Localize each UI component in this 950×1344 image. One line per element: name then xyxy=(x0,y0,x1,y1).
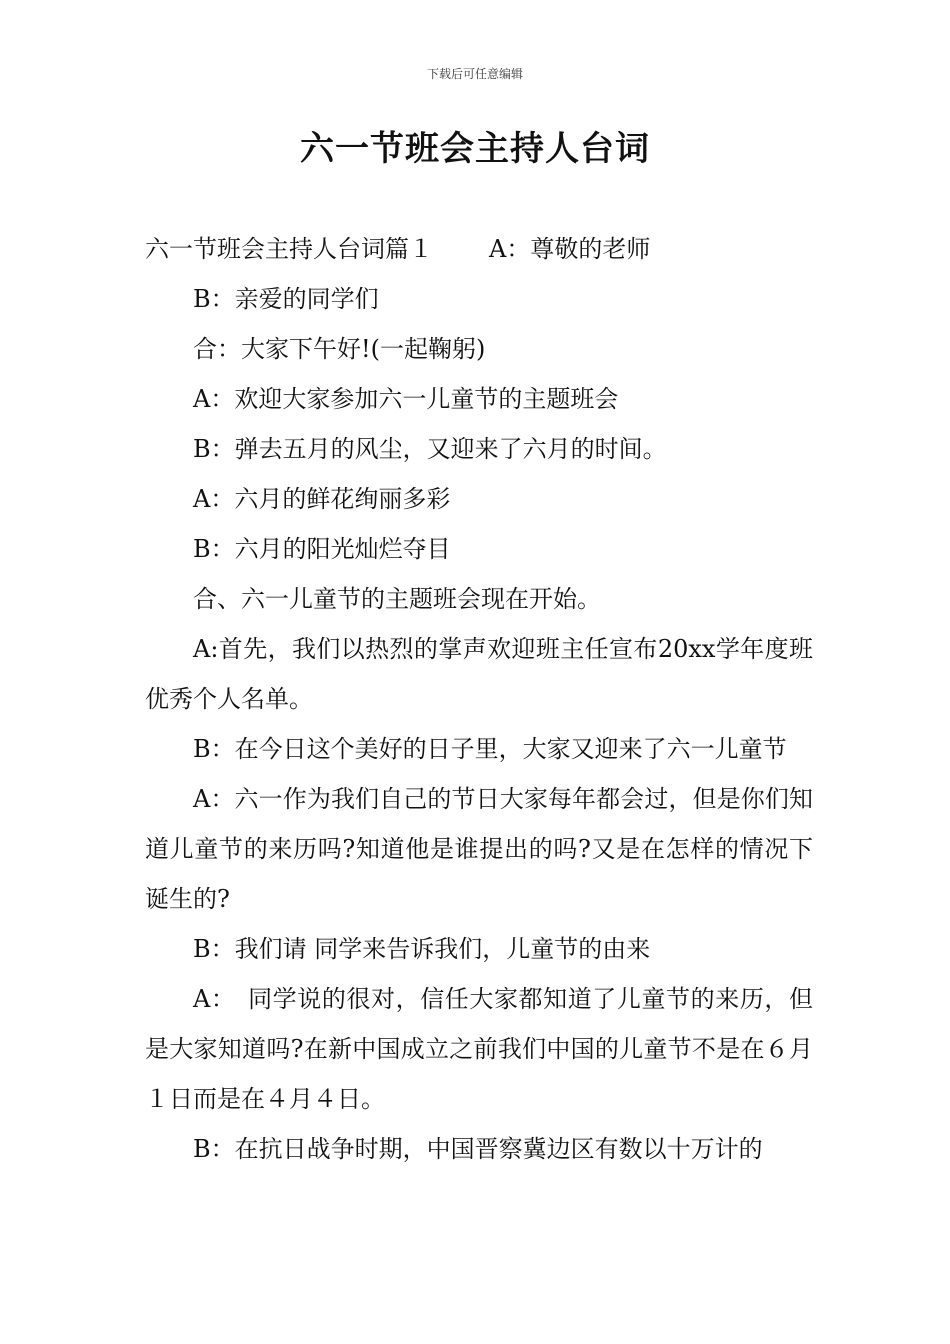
paragraph: B：在抗日战争时期，中国晋察冀边区有数以十万计的 xyxy=(193,1135,763,1163)
paragraph: B：弹去五月的风尘，又迎来了六月的时间。 xyxy=(193,435,667,463)
intro-paragraph xyxy=(145,224,813,274)
paragraph: A：六一作为我们自己的节日大家每年都会过，但是你们知道儿童节的来历吗?知道他是谁提出的吗?又是在怎样的情况下诞生的? xyxy=(145,785,813,913)
paragraph: 合、六一儿童节的主题班会现在开始。 xyxy=(193,585,601,613)
paragraph: A：欢迎大家参加六一儿童节的主题班会 xyxy=(193,385,619,413)
paragraph: A：六月的鲜花绚丽多彩 xyxy=(193,485,451,513)
paragraph: A:首先，我们以热烈的掌声欢迎班主任宣布20xx学年度班优秀个人名单。 xyxy=(145,635,813,713)
paragraph: A： 同学说的很对，信任大家都知道了儿童节的来历，但是大家知道吗?在新中国成立之前我们中国的儿童节不是在６月１日而是在４月４日。 xyxy=(145,985,813,1113)
paragraph: 合：大家下午好!(一起鞠躬) xyxy=(193,335,486,363)
intro-line: A：尊敬的老师 xyxy=(489,235,651,263)
paragraph: B：亲爱的同学们 xyxy=(193,285,379,313)
paragraph: B：我们请 同学来告诉我们，儿童节的由来 xyxy=(193,935,651,963)
intro-label: 六一节班会主持人台词篇１ xyxy=(145,235,433,263)
header-note: 下载后可任意编辑 xyxy=(426,67,523,81)
document-body xyxy=(145,224,813,1174)
paragraph: B：六月的阳光灿烂夺目 xyxy=(193,535,451,563)
paragraph: B：在今日这个美好的日子里，大家又迎来了六一儿童节 xyxy=(193,735,787,763)
document-title: 六一节班会主持人台词 xyxy=(300,129,650,169)
